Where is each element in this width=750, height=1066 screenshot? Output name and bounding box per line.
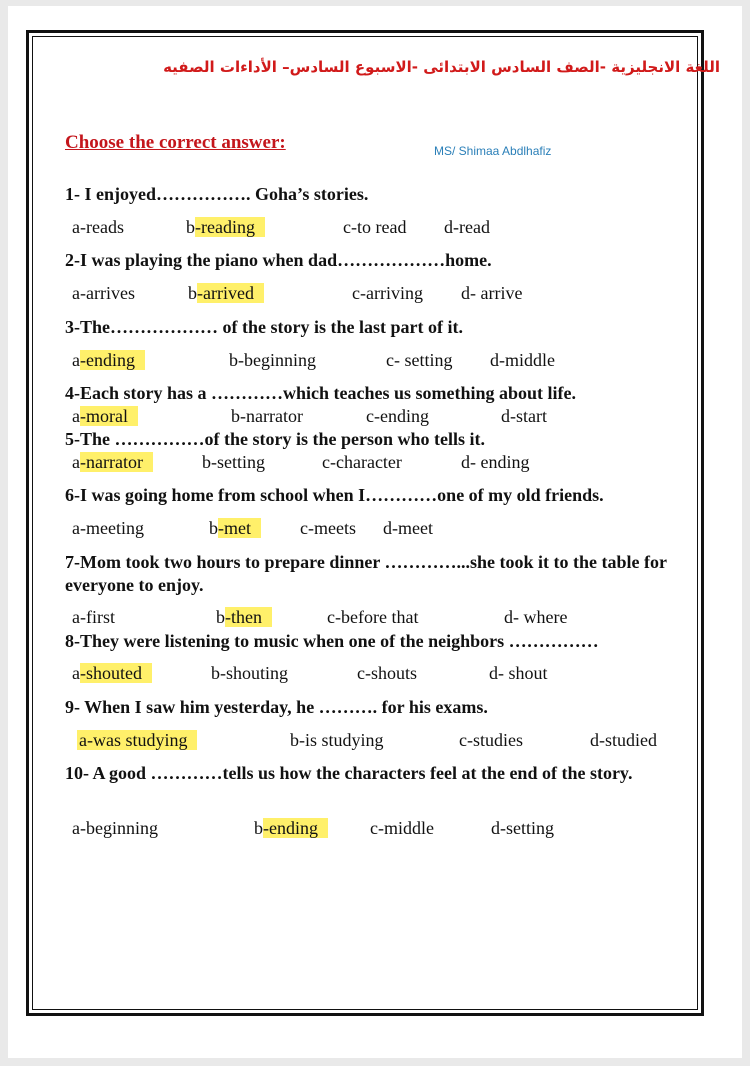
q2-option-c: c-arriving bbox=[352, 283, 423, 303]
q1-option-b: b-reading bbox=[186, 217, 265, 238]
q9-option-b: b-is studying bbox=[290, 730, 384, 750]
q7-option-b: b-then bbox=[216, 607, 272, 628]
answer-highlight: -ending bbox=[263, 818, 328, 838]
question-1: 1- I enjoyed……………. Goha’s stories. bbox=[65, 184, 369, 204]
q10-option-a: a-beginning bbox=[72, 818, 158, 838]
q5-option-b: b-setting bbox=[202, 452, 265, 472]
answer-highlight: -shouted bbox=[80, 663, 152, 683]
question-5: 5-The ……………of the story is the person who tells it. bbox=[65, 429, 485, 449]
question-2: 2-I was playing the piano when dad………………home. bbox=[65, 250, 492, 270]
q4-option-a: a-moral bbox=[72, 406, 138, 427]
q7-option-d: d- where bbox=[504, 607, 568, 627]
q3-option-d: d-middle bbox=[490, 350, 555, 370]
q6-option-b: b-met bbox=[209, 518, 261, 539]
q4-option-b: b-narrator bbox=[231, 406, 303, 426]
q6-option-c: c-meets bbox=[300, 518, 356, 538]
question-3: 3-The……………… of the story is the last part of it. bbox=[65, 317, 463, 337]
question-4: 4-Each story has a …………which teaches us something about life. bbox=[65, 383, 577, 403]
instruction-heading: Choose the correct answer: bbox=[65, 132, 286, 153]
answer-highlight: -then bbox=[225, 607, 272, 627]
q8-option-b: b-shouting bbox=[211, 663, 289, 683]
question-8: 8-They were listening to music when one of the neighbors …………… bbox=[65, 631, 599, 651]
question-6: 6-I was going home from school when I…………one of my old friends. bbox=[65, 485, 604, 505]
q4-option-c: c-ending bbox=[366, 406, 429, 426]
q1-option-d: d-read bbox=[444, 217, 490, 237]
q6-option-a: a-meeting bbox=[72, 518, 144, 538]
answer-highlight: -ending bbox=[80, 350, 145, 370]
answer-highlight: a-was studying bbox=[77, 730, 197, 750]
q9-option-a bbox=[77, 730, 197, 751]
q4-option-d: d-start bbox=[501, 406, 547, 426]
answer-highlight: -arrived bbox=[197, 283, 264, 303]
q1-option-a: a-reads bbox=[72, 217, 124, 237]
q8-option-c: c-shouts bbox=[357, 663, 417, 683]
q5-option-d: d- ending bbox=[461, 452, 530, 472]
teacher-name: MS/ Shimaa Abdlhafiz bbox=[434, 144, 552, 158]
answer-highlight: -moral bbox=[80, 406, 138, 426]
q10-option-c: c-middle bbox=[370, 818, 434, 838]
q3-option-c: c- setting bbox=[386, 350, 453, 370]
q1-option-c: c-to read bbox=[343, 217, 407, 237]
q6-option-d: d-meet bbox=[383, 518, 433, 538]
q5-option-a: a-narrator bbox=[72, 452, 153, 473]
q8-option-d: d- shout bbox=[489, 663, 548, 683]
q9-option-d: d-studied bbox=[590, 730, 657, 750]
q3-option-a: a-ending bbox=[72, 350, 145, 371]
question-7: 7-Mom took two hours to prepare dinner …………...she took it to the table for everyone to enjoy. bbox=[65, 552, 667, 595]
q7-option-a: a-first bbox=[72, 607, 115, 627]
arabic-title: اللغة الانجليزية -الصف السادس الابتدائى -الاسبوع السادس– الأداءات الصفيه bbox=[163, 58, 720, 76]
answer-highlight: -met bbox=[218, 518, 261, 538]
question-9: 9- When I saw him yesterday, he ………. for his exams. bbox=[65, 697, 488, 717]
q10-option-b: b-ending bbox=[254, 818, 328, 839]
q2-option-a: a-arrives bbox=[72, 283, 135, 303]
question-10: 10- A good …………tells us how the characters feel at the end of the story. bbox=[65, 763, 633, 783]
answer-highlight: -reading bbox=[195, 217, 265, 237]
q2-option-d: d- arrive bbox=[461, 283, 523, 303]
q9-option-c: c-studies bbox=[459, 730, 523, 750]
q5-option-c: c-character bbox=[322, 452, 402, 472]
q8-option-a: a-shouted bbox=[72, 663, 152, 684]
q10-option-d: d-setting bbox=[491, 818, 554, 838]
q7-option-c: c-before that bbox=[327, 607, 419, 627]
answer-highlight: -narrator bbox=[80, 452, 153, 472]
q3-option-b: b-beginning bbox=[229, 350, 316, 370]
q2-option-b: b-arrived bbox=[188, 283, 264, 304]
